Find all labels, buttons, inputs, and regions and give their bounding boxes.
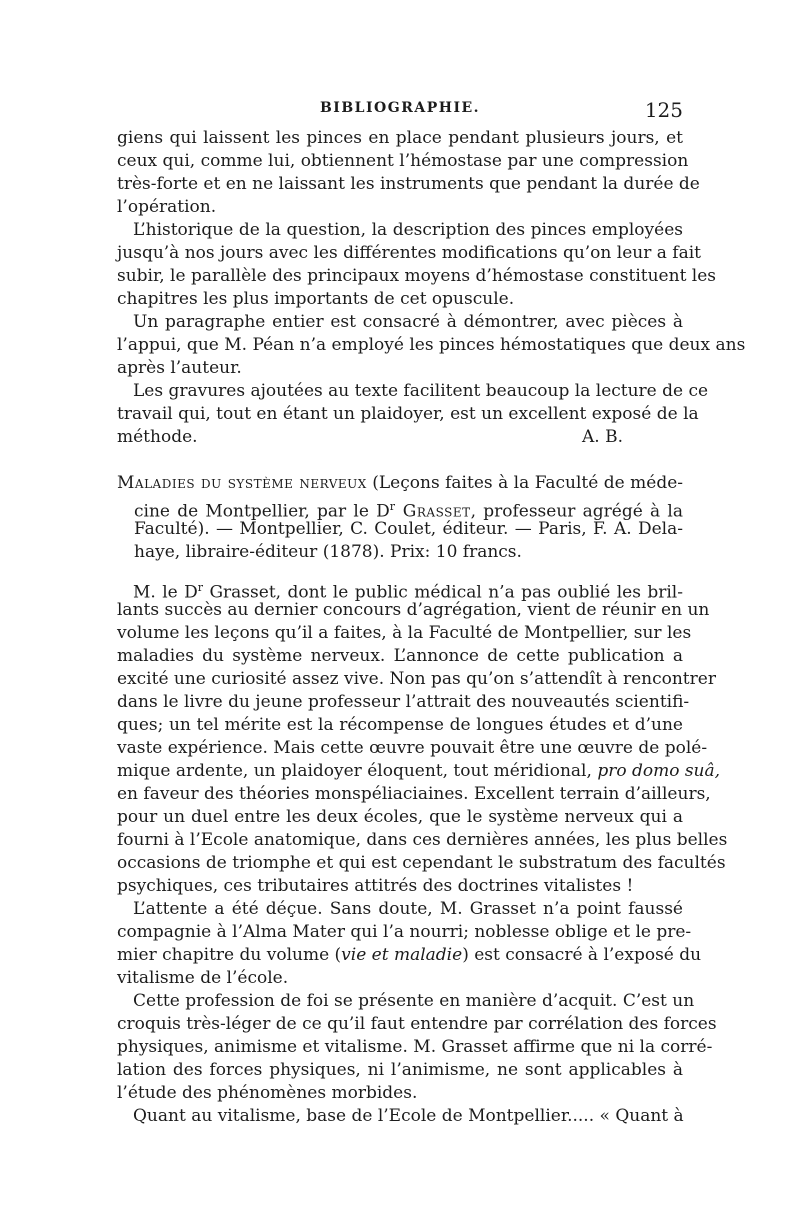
review1-paragraph-1 <box>117 127 700 219</box>
review1-paragraph-4 <box>117 380 709 449</box>
text-line: chapitres les plus importants de cet opuscule. <box>117 289 515 309</box>
text-segment: (Leçons faites à la Faculté de méde- <box>366 473 684 493</box>
text-line: occasions de triomphe et qui est cependant le substratum des facultés <box>117 853 726 873</box>
text-line: l’appui, que M. Péan n’a employé les pinces hémostatiques que deux ans <box>117 335 746 355</box>
text-line: Les gravures ajoutées au texte facilitent beaucoup la lecture de ce <box>133 381 709 401</box>
text-line <box>117 426 683 449</box>
text-line: Faculté). — Montpellier, C. Coulet, éditeur. — Paris, F. A. Dela- <box>134 519 683 539</box>
text-line: après l’auteur. <box>117 358 242 378</box>
review1-paragraph-2 <box>117 219 717 311</box>
text-line: physiques, animisme et vitalisme. M. Grasset affirme que ni la corré- <box>117 1037 713 1057</box>
text-line: travail qui, tout en étant un plaidoyer, est un excellent exposé de la <box>117 404 699 424</box>
text-line <box>117 472 683 495</box>
text-segment: ) est consacré à l’exposé du <box>462 945 702 965</box>
text-line <box>117 576 683 603</box>
text-line: L’attente a été déçue. Sans doute, M. Grasset n’a point faussé <box>133 899 683 919</box>
text-line: Quant au vitalisme, base de l’Ecole de Montpellier..... « Quant à <box>133 1106 684 1126</box>
text-line: pour un duel entre les deux écoles, que le système nerveux qui a <box>117 807 683 827</box>
text-line: giens qui laissent les pinces en place pendant plusieurs jours, et <box>117 128 683 148</box>
italic-phrase: pro domo suâ, <box>597 761 721 781</box>
text-line: vitalisme de l’école. <box>117 968 289 988</box>
review2-paragraph-4 <box>117 1105 683 1128</box>
text-line: subir, le parallèle des principaux moyens d’hémostase constituent les <box>117 266 717 286</box>
review2-paragraph-3 <box>117 990 717 1105</box>
final-word: méthode. <box>117 427 198 447</box>
text-line: ceux qui, comme lui, obtiennent l’hémostase par une compression <box>117 151 689 171</box>
text-line: Cette profession de foi se présente en manière d’acquit. C’est un <box>133 991 695 1011</box>
text-line <box>117 944 702 967</box>
text-line: Un paragraphe entier est consacré à démontrer, avec pièces à <box>133 312 683 332</box>
body-text <box>117 127 746 1128</box>
text-line: croquis très-léger de ce qu’il faut entendre par corrélation des forces <box>117 1014 717 1034</box>
review2-paragraph-2 <box>117 898 702 990</box>
text-line: volume les leçons qu’il a faites, à la Faculté de Montpellier, sur les <box>117 623 692 643</box>
text-segment: Grasset, dont le public médical n’a pas oublié les bril- <box>203 582 683 603</box>
text-line: très-forte et en ne laissant les instruments que pendant la durée de <box>117 174 700 194</box>
section-gap <box>117 449 683 472</box>
section-gap <box>117 564 683 576</box>
text-line: dans le livre du jeune professeur l’attrait des nouveautés scientifi- <box>117 692 690 712</box>
review1-paragraph-3 <box>117 311 746 380</box>
text-line: lation des forces physiques, ni l’animisme, ne sont applicables à <box>117 1060 683 1080</box>
text-line: ques; un tel mérite est la récompense de longues études et d’une <box>117 715 683 735</box>
text-line: en faveur des théories monspéliaciaines. Excellent terrain d’ailleurs, <box>117 784 711 804</box>
page-header <box>117 98 683 126</box>
author-name: Grasset <box>395 501 471 522</box>
text-line: compagnie à l’Alma Mater qui l’a nourri; noblesse oblige et le pre- <box>117 922 692 942</box>
text-line: lants succès au dernier concours d’agrégation, vient de réunir en un <box>117 600 710 620</box>
text-line: l’étude des phénomènes morbides. <box>117 1083 418 1103</box>
page-number: 125 <box>644 98 683 122</box>
text-segment: mier chapitre du volume ( <box>117 945 342 965</box>
superscript: r <box>197 581 204 594</box>
text-line: excité une curiosité assez vive. Non pas qu’on s’attendît à rencontrer <box>117 669 716 689</box>
book-title: Maladies du système nerveux <box>117 473 367 493</box>
text-segment: , professeur agrégé à la <box>470 501 683 522</box>
review2-paragraph-1 <box>117 576 728 898</box>
running-title: BIBLIOGRAPHIE. <box>319 100 481 116</box>
text-line: L’historique de la question, la description des pinces employées <box>133 220 683 240</box>
superscript: r <box>389 500 396 513</box>
text-line: maladies du système nerveux. L’annonce de cette publication a <box>117 646 683 666</box>
text-line <box>117 760 721 783</box>
text-segment: M. le D <box>133 582 198 603</box>
text-line: vaste expérience. Mais cette œuvre pouvait être une œuvre de polé- <box>117 738 708 758</box>
text-line: jusqu’à nos jours avec les différentes modifications qu’on leur a fait <box>117 243 701 263</box>
text-segment: mique ardente, un plaidoyer éloquent, tout méridional, <box>117 761 598 781</box>
text-line: l’opération. <box>117 197 217 217</box>
text-segment: cine de Montpellier, par le D <box>134 501 390 522</box>
text-line: psychiques, ces tributaires attitrés des doctrines vitalistes ! <box>117 876 634 896</box>
text-line: fourni à l’Ecole anatomique, dans ces dernières années, les plus belles <box>117 830 728 850</box>
book-entry <box>117 472 683 564</box>
italic-phrase: vie et maladie <box>341 945 463 965</box>
signature: A. B. <box>582 427 623 447</box>
text-line: haye, libraire-éditeur (1878). Prix: 10 francs. <box>134 542 522 562</box>
text-line <box>117 495 683 522</box>
